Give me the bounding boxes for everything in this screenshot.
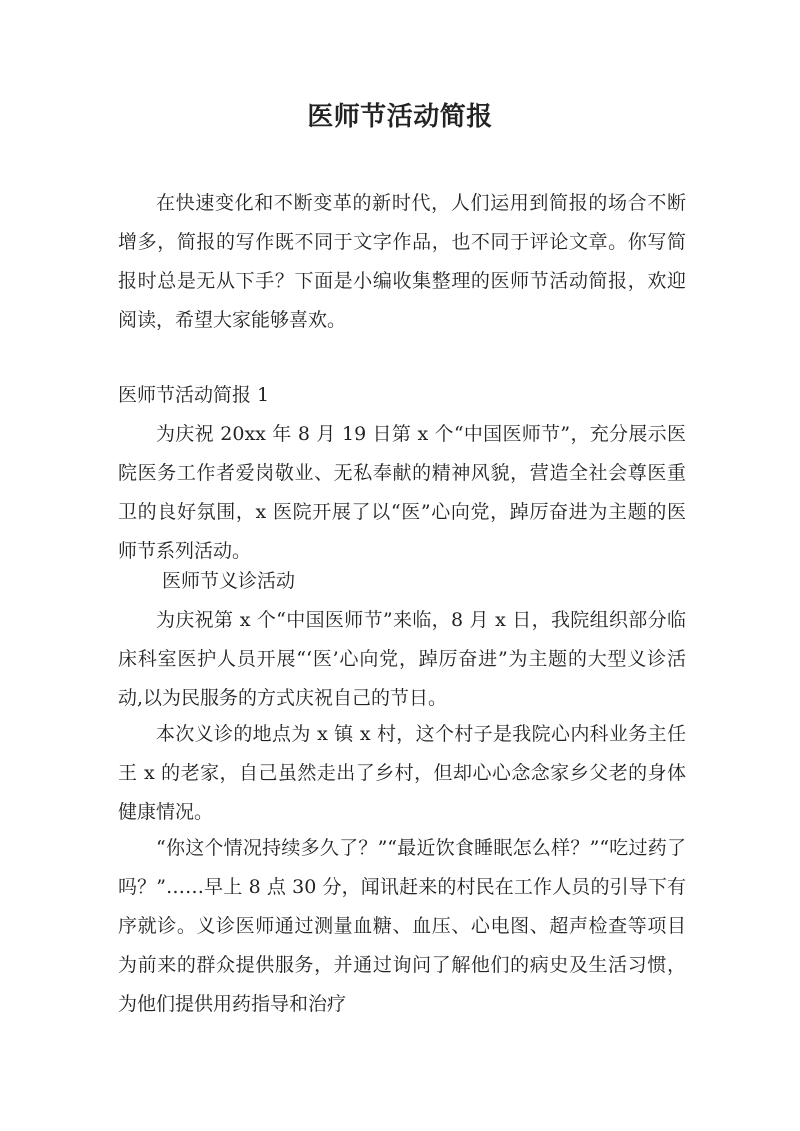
section-heading: 医师节活动简报 1 (118, 384, 270, 406)
body-paragraph-1: 为庆祝 20xx 年 8 月 19 日第 x 个“中国医师节”，充分展示医院医务工作者爱岗敬业、无私奉献的精神风貌，营造全社会尊医重卫的良好氛围，x 医院开展了以“医”心向党，踔厉奋进为主题的医师节系列活动。 (118, 423, 686, 562)
intro-paragraph: 在快速变化和不断变革的新时代，人们运用到简报的场合不断增多，简报的写作既不同于文字作品，也不同于评论文章。你写简报时总是无从下手？下面是小编收集整理的医师节活动简报，欢迎阅读，希望大家能够喜欢。 (118, 192, 686, 331)
body-paragraph-3: 本次义诊的地点为 x 镇 x 村，这个村子是我院心内科业务主任王 x 的老家，自己虽然走出了乡村，但却心心念念家乡父老的身体健康情况。 (118, 723, 686, 823)
subsection-heading: 医师节义诊活动 (162, 570, 296, 592)
document-title: 医师节活动简报 (307, 102, 493, 132)
body-paragraph-2: 为庆祝第 x 个“中国医师节”来临，8 月 x 日，我院组织部分临床科室医护人员开展“‘医’心向党，踔厉奋进”为主题的大型义诊活动,以为民服务的方式庆祝自己的节日。 (118, 609, 686, 709)
body-paragraph-4: “你这个情况持续多久了？”“最近饮食睡眠怎么样？”“吃过药了吗？”……早上 8 点 30 分，闻讯赶来的村民在工作人员的引导下有序就诊。义诊医师通过测量血糖、血压、心电图、超声检查等项目为前来的群众提供服务，并通过询问了解他们的病史及生活习惯，为他们提供用药指导和治疗 (118, 837, 686, 1015)
